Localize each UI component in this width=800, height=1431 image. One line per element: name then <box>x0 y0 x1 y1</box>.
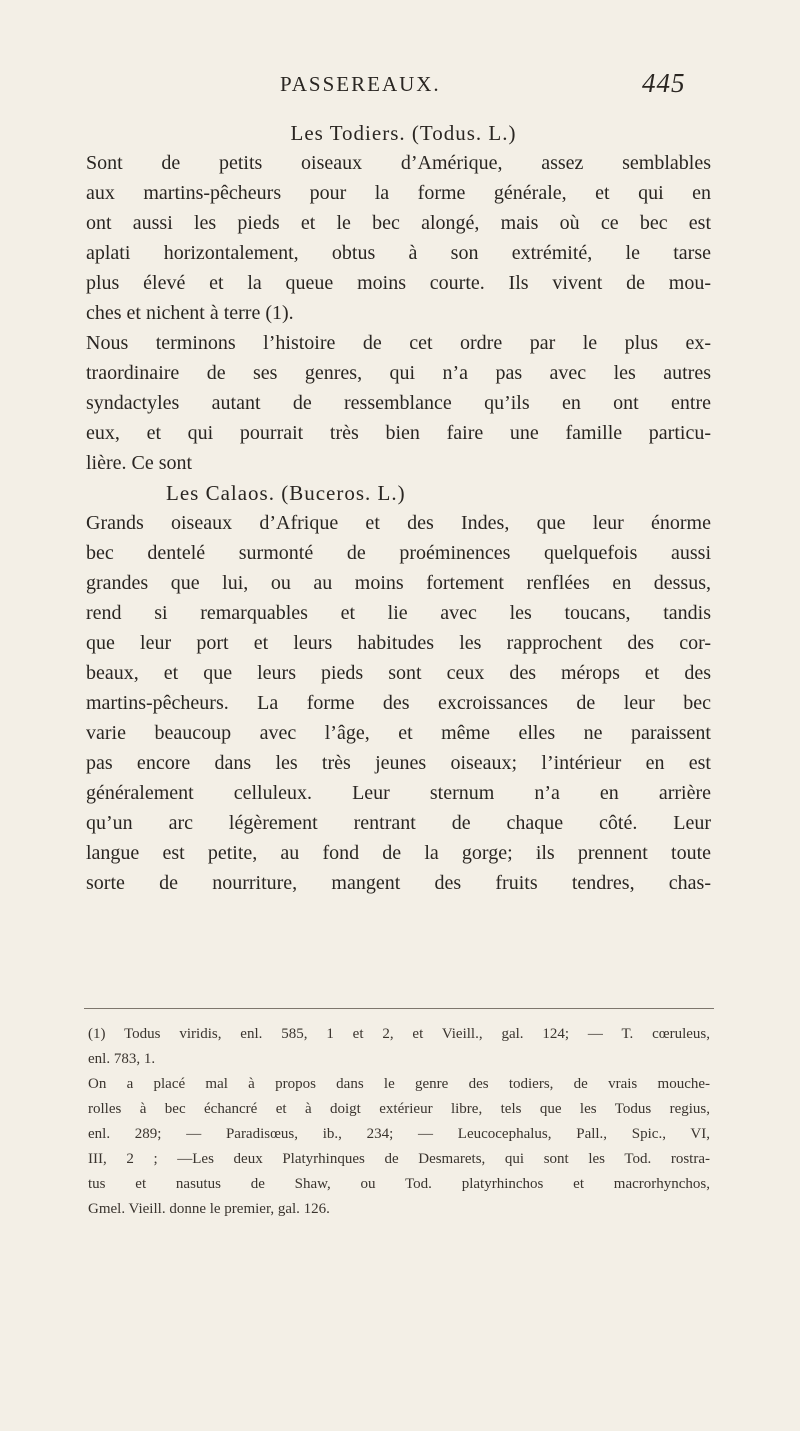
text-line: eux, et qui pourrait très bien faire une famille particu- <box>86 422 711 444</box>
text-line: ont aussi les pieds et le bec alongé, mais où ce bec est <box>86 212 711 234</box>
paragraph-todiers-description <box>86 148 711 328</box>
text-line: Nous terminons l’histoire de cet ordre par le plus ex- <box>86 332 711 354</box>
text-line: lière. Ce sont <box>86 452 193 474</box>
text-line: martins-pêcheurs. La forme des excroissances de leur bec <box>86 692 711 714</box>
footnote-line: Gmel. Vieill. donne le premier, gal. 126. <box>88 1201 330 1217</box>
footnote-line: tus et nasutus de Shaw, ou Tod. platyrhinchos et macrorhynchos, <box>88 1176 710 1192</box>
text-line: aplati horizontalement, obtus à son extrémité, le tarse <box>86 242 711 264</box>
footnote-line: rolles à bec échancré et à doigt extérieur libre, tels que les Todus regius, <box>88 1101 710 1117</box>
text-line: langue est petite, au fond de la gorge; ils prennent toute <box>86 842 711 864</box>
text-line: beaux, et que leurs pieds sont ceux des mérops et des <box>86 662 711 684</box>
section-heading-todiers: Les Todiers. (Todus. L.) <box>290 121 517 145</box>
text-line: rend si remarquables et lie avec les toucans, tandis <box>86 602 711 624</box>
text-line: ches et nichent à terre (1). <box>86 302 294 324</box>
text-line: grandes que lui, ou au moins fortement renflées en dessus, <box>86 572 711 594</box>
footnote-line: On a placé mal à propos dans le genre des todiers, de vrais mouche- <box>88 1076 710 1092</box>
paragraph-order-conclusion <box>86 328 711 478</box>
text-line: pas encore dans les très jeunes oiseaux; l’intérieur en est <box>86 752 711 774</box>
text-line: Grands oiseaux d’Afrique et des Indes, que leur énorme <box>86 512 711 534</box>
page-number: 445 <box>642 68 686 98</box>
footnote-divider <box>84 1008 714 1009</box>
paragraph-calaos-description <box>86 508 711 898</box>
text-line: sorte de nourriture, mangent des fruits tendres, chas- <box>86 872 711 894</box>
text-line: aux martins-pêcheurs pour la forme générale, et qui en <box>86 182 711 204</box>
text-line: qu’un arc légèrement rentrant de chaque côté. Leur <box>86 812 711 834</box>
footnote-line: enl. 783, 1. <box>88 1051 156 1067</box>
running-header <box>0 68 800 102</box>
footnote-line: enl. 289; — Paradisœus, ib., 234; — Leucocephalus, Pall., Spic., VI, <box>88 1126 710 1142</box>
main-text <box>86 118 711 898</box>
text-line: syndactyles autant de ressemblance qu’ils en ont entre <box>86 392 711 414</box>
text-line: traordinaire de ses genres, qui n’a pas avec les autres <box>86 362 711 384</box>
section-heading-calaos: Les Calaos. (Buceros. L.) <box>166 481 406 505</box>
text-line: varie beaucoup avec l’âge, et même elles ne paraissent <box>86 722 711 744</box>
text-line: bec dentelé surmonté de proéminences quelquefois aussi <box>86 542 711 564</box>
text-line: plus élevé et la queue moins courte. Ils vivent de mou- <box>86 272 711 294</box>
text-line: que leur port et leurs habitudes les rapprochent des cor- <box>86 632 711 654</box>
text-line: Sont de petits oiseaux d’Amérique, assez semblables <box>86 152 711 174</box>
text-line: généralement celluleux. Leur sternum n’a en arrière <box>86 782 711 804</box>
running-title: PASSEREAUX. <box>280 72 441 96</box>
footnote-line: III, 2 ; —Les deux Platyrhinques de Desmarets, qui sont les Tod. rostra- <box>88 1151 710 1167</box>
footnote-line: (1) Todus viridis, enl. 585, 1 et 2, et Vieill., gal. 124; — T. cœruleus, <box>88 1026 710 1042</box>
footnotes <box>88 1022 710 1222</box>
